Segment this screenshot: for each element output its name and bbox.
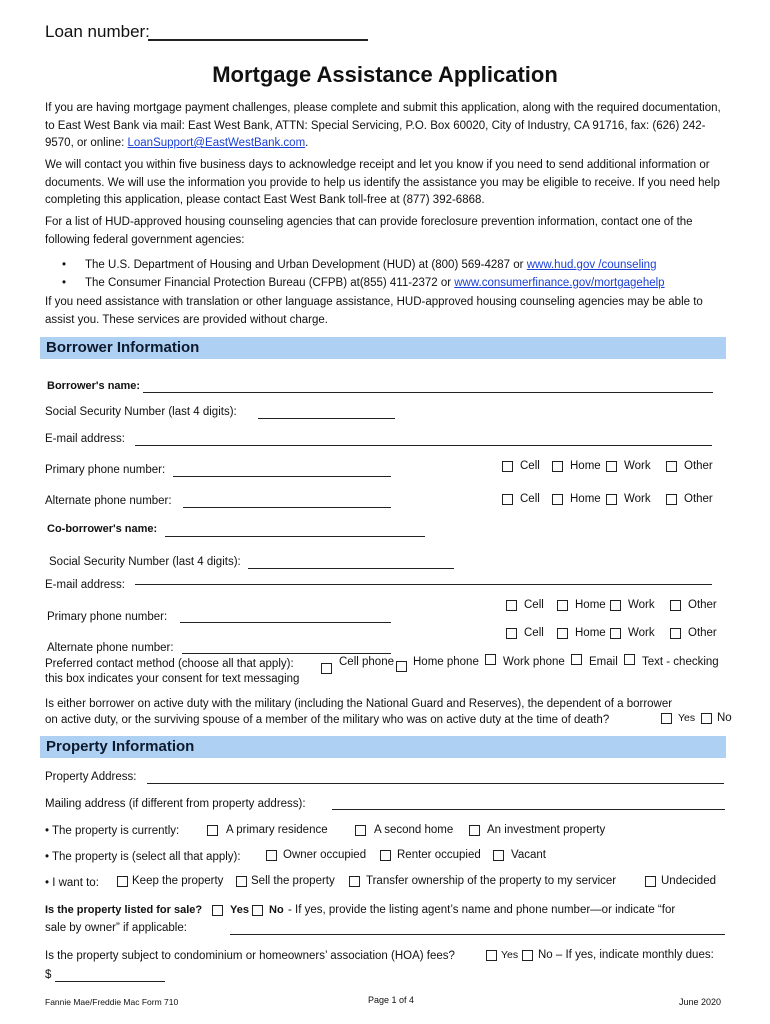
coborrower-alternate-home-checkbox[interactable] [557, 628, 568, 639]
phone-type-label: Home [570, 493, 601, 505]
phone-type-label: Cell [524, 599, 544, 611]
phone-type-label: Work [628, 627, 655, 639]
contact-work-phone-checkbox[interactable] [485, 654, 496, 665]
coborrower-alternate-other-checkbox[interactable] [670, 628, 681, 639]
property-is-option-label: Vacant [511, 849, 546, 861]
contact-pref-label: Preferred contact method (choose all that apply): [45, 658, 294, 670]
phone-type-label: Work [628, 599, 655, 611]
undecided-checkbox[interactable] [645, 876, 656, 887]
coborrower-alternate-cell-checkbox[interactable] [506, 628, 517, 639]
currently-option-label: A second home [374, 824, 454, 836]
military-question-line1: Is either borrower on active duty with the military (including the National Guard and Reserves), the dependent of a borrower [45, 698, 673, 710]
borrower-alternate-cell-checkbox[interactable] [502, 494, 513, 505]
borrower-primary-other-checkbox[interactable] [666, 461, 677, 472]
coborrower-alternate-phone-field[interactable] [182, 653, 391, 654]
military-no-checkbox[interactable] [701, 713, 712, 724]
borrower-primary-cell-checkbox[interactable] [502, 461, 513, 472]
hoa-yes-checkbox[interactable] [486, 950, 497, 961]
listing-agent-field[interactable] [230, 934, 725, 935]
coborrower-alternate-phone-label: Alternate phone number: [47, 642, 174, 654]
property-address-label: Property Address: [45, 771, 137, 783]
property-currently-label: • The property is currently: [45, 825, 180, 837]
borrower-alternate-other-checkbox[interactable] [666, 494, 677, 505]
contact-pref-consent-note: this box indicates your consent for text messaging [45, 673, 300, 685]
borrower-alternate-phone-field[interactable] [183, 507, 391, 508]
want-option-label: Keep the property [132, 875, 224, 887]
contact-email-checkbox[interactable] [571, 654, 582, 665]
mailing-address-field[interactable] [332, 809, 725, 810]
loan-number-field[interactable] [148, 39, 368, 41]
phone-type-label: Cell [520, 493, 540, 505]
footer-form-name: Fannie Mae/Freddie Mac Form 710 [45, 997, 179, 1007]
borrower-ssn-label: Social Security Number (last 4 digits): [45, 406, 237, 418]
phone-type-label: Other [688, 627, 717, 639]
listed-yes-label: Yes [230, 904, 249, 916]
hoa-dues-field[interactable] [55, 981, 165, 982]
want-option-label: Sell the property [251, 875, 335, 887]
listed-instruction-line2: sale by owner” if applicable: [45, 922, 187, 934]
vacant-checkbox[interactable] [493, 850, 504, 861]
phone-type-label: Cell [520, 460, 540, 472]
second-home-checkbox[interactable] [355, 825, 366, 836]
military-yes-checkbox[interactable] [661, 713, 672, 724]
phone-type-label: Home [570, 460, 601, 472]
currently-option-label: An investment property [487, 824, 606, 836]
intro-text-1: If you are having mortgage payment challenges, please complete and submit this application, along with the required documentation, to East West Bank via mail: East West Bank, ATTN: Special Servicing, P.O. Box 60020, City of Industry, CA 91716, fax: (626) 242-9570, or online: [45, 102, 721, 149]
military-yes-label: Yes [678, 712, 696, 724]
intro-text-1-end: . [305, 137, 309, 149]
phone-type-label: Home [575, 627, 606, 639]
intro-paragraph-1 [45, 100, 725, 153]
coborrower-ssn-label: Social Security Number (last 4 digits): [49, 556, 241, 568]
footer-date: June 2020 [679, 997, 722, 1007]
footer-page-number: Page 1 of 4 [368, 995, 415, 1005]
borrower-alternate-phone-label: Alternate phone number: [45, 495, 172, 507]
contact-option-label: Cell phone [339, 656, 394, 668]
property-section-title: Property Information [46, 738, 195, 755]
hud-link[interactable]: www.hud.gov /counseling [526, 259, 657, 271]
property-is-option-label: Renter occupied [397, 849, 481, 861]
listed-instruction: - If yes, provide the listing agent’s name and phone number—or indicate “for [288, 904, 676, 916]
renter-occupied-checkbox[interactable] [380, 850, 391, 861]
want-to-label: • I want to: [45, 877, 99, 889]
owner-occupied-checkbox[interactable] [266, 850, 277, 861]
listed-yes-checkbox[interactable] [212, 905, 223, 916]
keep-property-checkbox[interactable] [117, 876, 128, 887]
email-link[interactable]: LoanSupport@EastWestBank.com [127, 137, 306, 149]
bullet-cfpb-text: The Consumer Financial Protection Bureau (CFPB) at(855) 411-2372 or [85, 277, 455, 289]
contact-text-checkbox[interactable] [624, 654, 635, 665]
phone-type-label: Cell [524, 627, 544, 639]
coborrower-ssn-field[interactable] [248, 568, 454, 569]
want-option-label: Undecided [661, 875, 716, 887]
bullet-hud-text: The U.S. Department of Housing and Urban Development (HUD) at (800) 569-4287 or [85, 259, 527, 271]
coborrower-email-field[interactable] [135, 584, 712, 585]
borrower-primary-phone-label: Primary phone number: [45, 464, 166, 476]
coborrower-email-label: E-mail address: [45, 579, 125, 591]
sell-property-checkbox[interactable] [236, 876, 247, 887]
property-section-header [40, 736, 726, 758]
contact-option-label: Text - checking [642, 656, 719, 668]
intro-paragraph-4: If you need assistance with translation or other language assistance, HUD-approved housing counseling agencies may be able to assist you. These services are provided without charge. [45, 296, 703, 326]
coborrower-alternate-work-checkbox[interactable] [610, 628, 621, 639]
intro-paragraph-3: For a list of HUD-approved housing counseling agencies that can provide foreclosure prevention information, contact one of the following federal government agencies: [45, 216, 693, 246]
borrower-name-field[interactable] [143, 392, 713, 393]
contact-option-label: Work phone [503, 656, 565, 668]
primary-residence-checkbox[interactable] [207, 825, 218, 836]
borrower-primary-phone-field[interactable] [173, 476, 391, 477]
hoa-no-label: No – If yes, indicate monthly dues: [538, 949, 714, 961]
borrower-section-title: Borrower Information [46, 339, 200, 356]
hoa-question: Is the property subject to condominium or homeowners’ association (HOA) fees? [45, 950, 455, 962]
cfpb-link[interactable]: www.consumerfinance.gov/mortgagehelp [454, 277, 665, 289]
borrower-alternate-work-checkbox[interactable] [606, 494, 617, 505]
borrower-primary-work-checkbox[interactable] [606, 461, 617, 472]
contact-cell-phone-checkbox[interactable] [321, 663, 332, 674]
property-address-field[interactable] [147, 783, 724, 784]
phone-type-label: Home [575, 599, 606, 611]
property-is-option-label: Owner occupied [283, 849, 367, 861]
investment-property-checkbox[interactable] [469, 825, 480, 836]
military-question-line2: on active duty, or the surviving spouse of a member of the military who was on active duty at the time of death? [45, 714, 610, 726]
listed-no-label: No [269, 904, 284, 916]
coborrower-name-label: Co-borrower's name: [47, 523, 158, 535]
borrower-email-field[interactable] [135, 445, 712, 446]
property-is-label: • The property is (select all that apply): [45, 851, 241, 863]
phone-type-label: Work [624, 460, 651, 472]
bullet-hud [85, 258, 656, 272]
want-option-label: Transfer ownership of the property to my servicer [366, 875, 617, 887]
listed-no-checkbox[interactable] [252, 905, 263, 916]
coborrower-primary-other-checkbox[interactable] [670, 600, 681, 611]
coborrower-primary-home-checkbox[interactable] [557, 600, 568, 611]
coborrower-primary-cell-checkbox[interactable] [506, 600, 517, 611]
coborrower-name-field[interactable] [165, 536, 425, 537]
bullet-dot: • [62, 277, 67, 289]
borrower-alternate-home-checkbox[interactable] [552, 494, 563, 505]
borrower-section-header [40, 337, 726, 359]
borrower-name-label: Borrower's name: [47, 380, 141, 392]
hoa-no-checkbox[interactable] [522, 950, 533, 961]
mailing-address-label: Mailing address (if different from property address): [45, 798, 306, 810]
borrower-ssn-field[interactable] [258, 418, 395, 419]
coborrower-primary-phone-field[interactable] [180, 622, 391, 623]
hoa-dollar-sign: $ [45, 969, 52, 981]
page-title: Mortgage Assistance Application [212, 62, 558, 87]
bullet-cfpb [85, 276, 665, 290]
phone-type-label: Other [684, 493, 713, 505]
military-no-label: No [717, 712, 732, 724]
intro-paragraph-2: We will contact you within five business days to acknowledge receipt and let you know if you need to send additional information or documents. We will use the information you provide to help us identify the assistance you may be eligible to receive. If you need help completing this application, please contact East West Bank toll-free at (877) 392-6868. [45, 159, 720, 206]
contact-option-label: Home phone [413, 656, 479, 668]
contact-option-label: Email [589, 656, 618, 668]
contact-home-phone-checkbox[interactable] [396, 661, 407, 672]
phone-type-label: Work [624, 493, 651, 505]
phone-type-label: Other [684, 460, 713, 472]
transfer-ownership-checkbox[interactable] [349, 876, 360, 887]
borrower-primary-home-checkbox[interactable] [552, 461, 563, 472]
coborrower-primary-phone-label: Primary phone number: [47, 611, 168, 623]
coborrower-primary-work-checkbox[interactable] [610, 600, 621, 611]
borrower-email-label: E-mail address: [45, 433, 125, 445]
hoa-yes-label: Yes [501, 949, 519, 961]
phone-type-label: Other [688, 599, 717, 611]
currently-option-label: A primary residence [226, 824, 328, 836]
loan-number-label: Loan number: [45, 22, 150, 41]
bullet-dot: • [62, 259, 67, 271]
listed-question: Is the property listed for sale? [45, 904, 203, 916]
